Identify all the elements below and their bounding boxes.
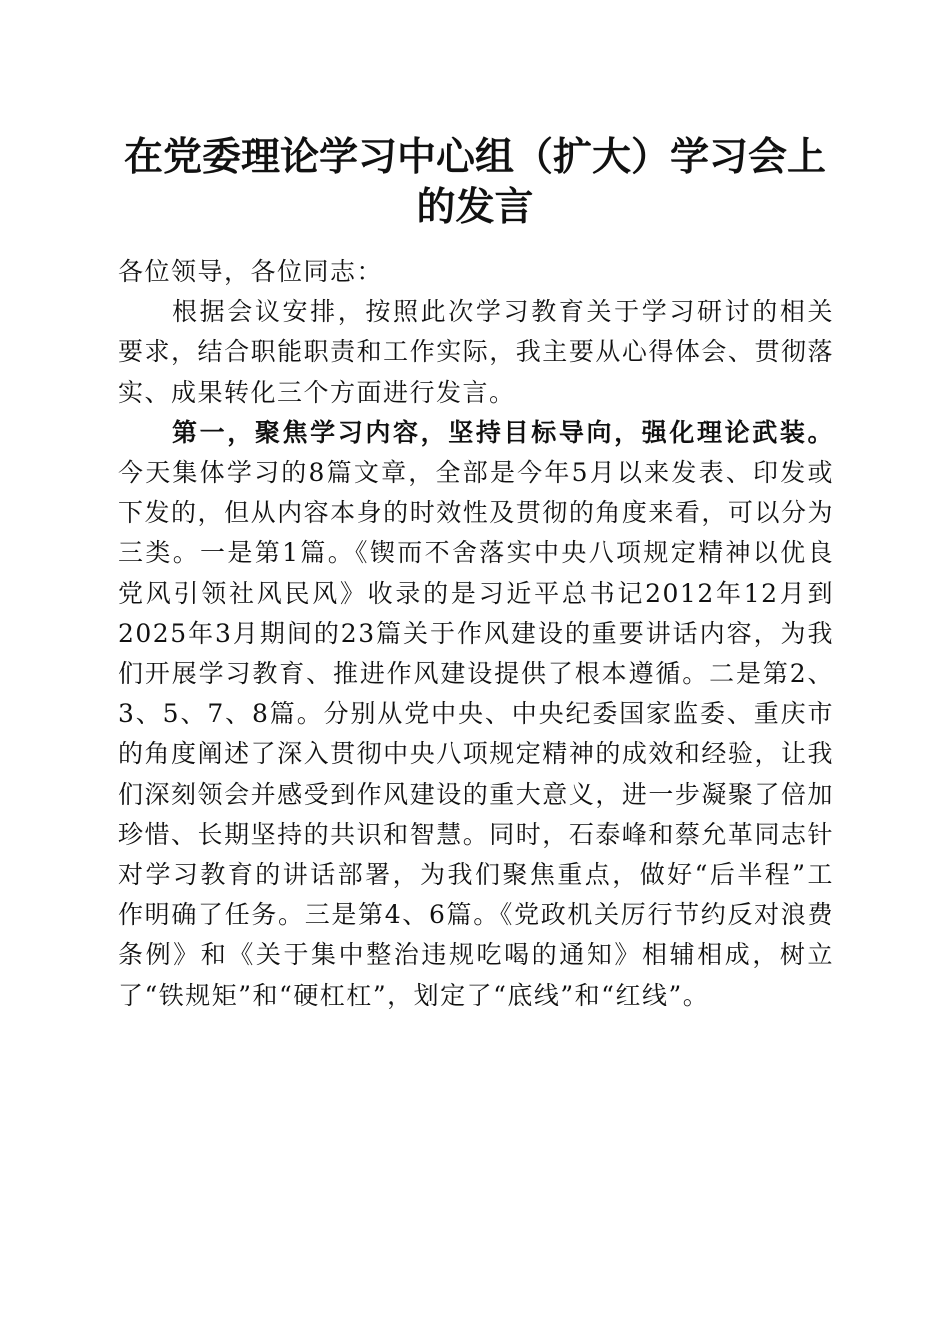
intro-paragraph: 根据会议安排，按照此次学习教育关于学习研讨的相关要求，结合职能职责和工作实际，我主要从心得体会、贯彻落实、成果转化三个方面进行发言。	[118, 297, 834, 407]
document-title: 在党委理论学习中心组（扩大）学习会上的发言	[123, 134, 826, 230]
section-1-paragraph	[118, 413, 834, 1016]
salutation: 各位领导，各位同志：	[118, 257, 384, 286]
section-1-body: 今天集体学习的8篇文章，全部是今年5月以来发表、印发或下发的，但从内容本身的时效性及贯彻的角度来看，可以分为三类。一是第1篇。《锲而不舍落实中央八项规定精神以优良党风引领社风民风》收录的是习近平总书记2012年12月到2025年3月期间的23篇关于作风建设的重要讲话内容，为我们开展学习教育、推进作风建设提供了根本遵循。二是第2、3、5、7、8篇。分别从党中央、中央纪委国家监委、重庆市的角度阐述了深入贯彻中央八项规定精神的成效和经验，让我们深刻领会并感受到作风建设的重大意义，进一步凝聚了倍加珍惜、长期坚持的共识和智慧。同时，石泰峰和蔡允革同志针对学习教育的讲话部署，为我们聚焦重点，做好“后半程”工作明确了任务。三是第4、6篇。《党政机关厉行节约反对浪费条例》和《关于集中整治违规吃喝的通知》相辅相成，树立了“铁规矩”和“硬杠杠”，划定了“底线”和“红线”。	[118, 458, 834, 1010]
document-body	[118, 252, 834, 1016]
section-1-heading: 第一，聚焦学习内容，坚持目标导向，强化理论武装。	[172, 417, 834, 447]
